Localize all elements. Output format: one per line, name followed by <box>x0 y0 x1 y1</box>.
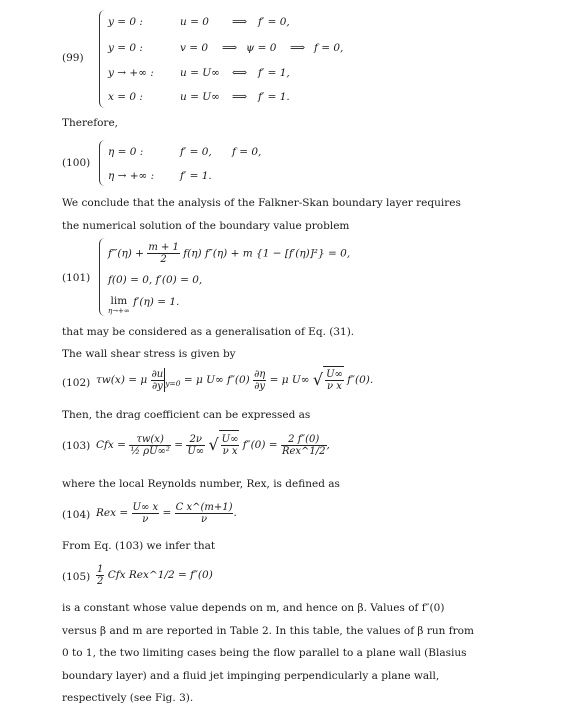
eq99-row1-c2: f′ = 0, <box>258 16 290 28</box>
paragraph-table-2: is a constant whose value depends on m, and hence on β. Values of f″(0) versus β and m are reported in Table 2. In this table, the values of β run from 0 to 1, the two limiting cases being the flow parallel to a plane wall (Blasius boundary layer) and a fluid jet impinging perpendicularly a plane wall, respectively (see Fig. 3). <box>62 602 474 704</box>
equation-99-brace <box>99 10 106 108</box>
paragraph-falkner-skan: We conclude that the analysis of the Falkner-Skan boundary layer requires the numerical solution of the boundary value problem <box>62 197 461 232</box>
eq104-frac1-den: ν <box>142 513 149 525</box>
equation-number-101: (101) <box>62 272 91 284</box>
eq103-frac2 <box>186 434 205 457</box>
eq103-frac1-den: ½ ρU∞² <box>130 445 170 457</box>
equation-number-104: (104) <box>62 509 91 521</box>
equation-number-103: (103) <box>62 440 91 452</box>
eq102-tail: f″(0). <box>347 374 374 386</box>
eq104-eq: = <box>162 507 172 519</box>
eq102-mid: = μ U∞ f″(0) <box>183 374 250 386</box>
paragraph-drag-coefficient: Then, the drag coefficient can be expressed as <box>62 409 311 421</box>
eq103-lhs: Cfx = <box>96 439 126 451</box>
eq99-row3-a1: ⟺ <box>232 67 248 79</box>
eq100-row1-cond: η = 0 : <box>108 146 144 158</box>
eq103-frac3-den: Rex^1/2 <box>281 445 326 457</box>
eq104-frac1-num: U∞ x <box>132 501 159 513</box>
eq104-frac2-num: C x^(m+1) <box>175 501 233 513</box>
eq102-frac1 <box>151 369 165 392</box>
eq105-body <box>96 562 213 588</box>
eq99-row4-a1: ⟹ <box>232 91 248 103</box>
eq99-row3-c2: f′ = 1, <box>258 67 290 79</box>
eq103-frac3 <box>281 434 327 457</box>
eq103-sqrt <box>219 430 240 459</box>
equation-number-99: (99) <box>62 52 84 64</box>
eq101-frac-num: m + 1 <box>148 242 179 253</box>
eq99-row4-c1: u = U∞ <box>180 91 220 103</box>
eq103-sqrt-frac <box>221 434 240 457</box>
eq99-row2-cond: y = 0 : <box>108 42 143 54</box>
paragraph-wall-shear: The wall shear stress is given by <box>62 348 236 360</box>
eq102-frac2 <box>253 369 266 392</box>
eq104-frac2 <box>175 501 237 525</box>
eq99-row1-cond: y = 0 : <box>108 16 143 28</box>
therefore-text: Therefore, <box>62 117 118 129</box>
eq102-eval-sub: y=0 <box>165 379 181 389</box>
eq102-frac2-num: ∂η <box>254 368 266 380</box>
eq102-sqrt-frac <box>325 369 344 392</box>
eq103-body <box>96 430 330 459</box>
eq103-radical-icon: √ <box>208 435 219 454</box>
eq99-row3-cond: y → +∞ : <box>108 67 154 79</box>
eq101-frac-den: 2 <box>160 254 167 265</box>
eq101-lim-sub: η→+∞ <box>108 307 130 315</box>
eq103-frac1-num: τw(x) <box>129 434 171 446</box>
eq103-eq: = <box>174 439 184 451</box>
eq103-sqrt-den: ν x <box>222 445 238 457</box>
paragraph-from-eq-103: From Eq. (103) we infer that <box>62 540 216 552</box>
eq99-row1-c1: u = 0 <box>180 16 209 28</box>
eq104-frac1 <box>132 502 160 525</box>
eq99-row4-cond: x = 0 : <box>108 91 143 103</box>
eq100-row1-c1: f′ = 0, <box>180 146 212 158</box>
equation-number-102: (102) <box>62 377 91 389</box>
eq99-row2-c2: ψ = 0 <box>246 42 277 54</box>
eq101-lim-expr: f′(η) = 1. <box>133 296 180 308</box>
eq102-sqrt-num: U∞ <box>326 368 343 380</box>
eq102-lhs: τw(x) = μ <box>96 374 148 386</box>
eq104-lhs: Rex = <box>96 507 129 519</box>
eq103-frac3-num: 2 f″(0) <box>281 434 327 446</box>
eq103-mid: f″(0) = <box>242 439 278 451</box>
eq103-tail: , <box>326 439 330 451</box>
eq105-expr: Cfx Rex^1/2 = f″(0) <box>107 569 213 581</box>
eq102-body <box>96 366 373 397</box>
eq101-line1 <box>108 242 350 265</box>
equation-100-brace <box>99 140 106 186</box>
eq103-sqrt-num: U∞ <box>221 433 239 445</box>
eq102-frac1-den: ∂y <box>151 380 163 392</box>
eq101-lim-word: lim <box>110 295 128 307</box>
eq100-row1-c2: f = 0, <box>232 146 262 158</box>
eq101-term-a: f‴(η) + <box>108 247 144 260</box>
eq100-row2-cond: η → +∞ : <box>108 170 155 182</box>
eq99-row1-a1: ⟹ <box>232 16 248 28</box>
eq99-row2-a1: ⟹ <box>222 42 238 54</box>
eq101-term-b: f(η) f″(η) + m {1 − [f′(η)]²} = 0, <box>183 247 351 260</box>
eq99-row2-c3: f = 0, <box>314 42 344 54</box>
eq102-rhs: = μ U∞ <box>269 374 310 386</box>
eq105-frac <box>96 564 104 587</box>
eq99-row2-c1: v = 0 <box>180 42 209 54</box>
eq103-frac2-den: U∞ <box>187 445 205 457</box>
eq105-frac-num: 1 <box>97 563 104 575</box>
eq104-body <box>96 500 237 526</box>
eq101-fraction <box>147 242 180 265</box>
equation-number-100: (100) <box>62 157 91 169</box>
eq104-frac2-den: ν <box>201 513 208 525</box>
eq101-line3 <box>108 296 179 315</box>
eq102-sqrt-den: ν x <box>326 380 342 392</box>
paragraph-reynolds-number: where the local Reynolds number, Rex, is defined as <box>62 478 340 490</box>
eq102-frac2-den: ∂y <box>254 380 266 392</box>
eq103-frac1 <box>129 434 171 457</box>
equation-101-brace <box>99 238 106 316</box>
eq102-frac1-num: ∂u <box>151 368 164 380</box>
paragraph-generalisation: that may be considered as a generalisation of Eq. (31). <box>62 326 355 338</box>
eq105-frac-den: 2 <box>97 575 104 587</box>
equation-number-105: (105) <box>62 571 91 583</box>
eq101-line2: f(0) = 0, f′(0) = 0, <box>108 274 203 286</box>
eq102-radical-icon: √ <box>312 370 324 389</box>
eq104-tail: . <box>233 507 237 519</box>
eq102-sqrt <box>323 366 344 393</box>
eq101-limit <box>108 296 130 315</box>
eq99-row4-c2: f′ = 1. <box>258 91 290 103</box>
eq99-row2-a2: ⟹ <box>290 42 306 54</box>
eq100-row2-c1: f′ = 1. <box>180 170 212 182</box>
eq99-row3-c1: u = U∞ <box>180 67 220 79</box>
eq103-frac2-num: 2ν <box>186 434 205 446</box>
